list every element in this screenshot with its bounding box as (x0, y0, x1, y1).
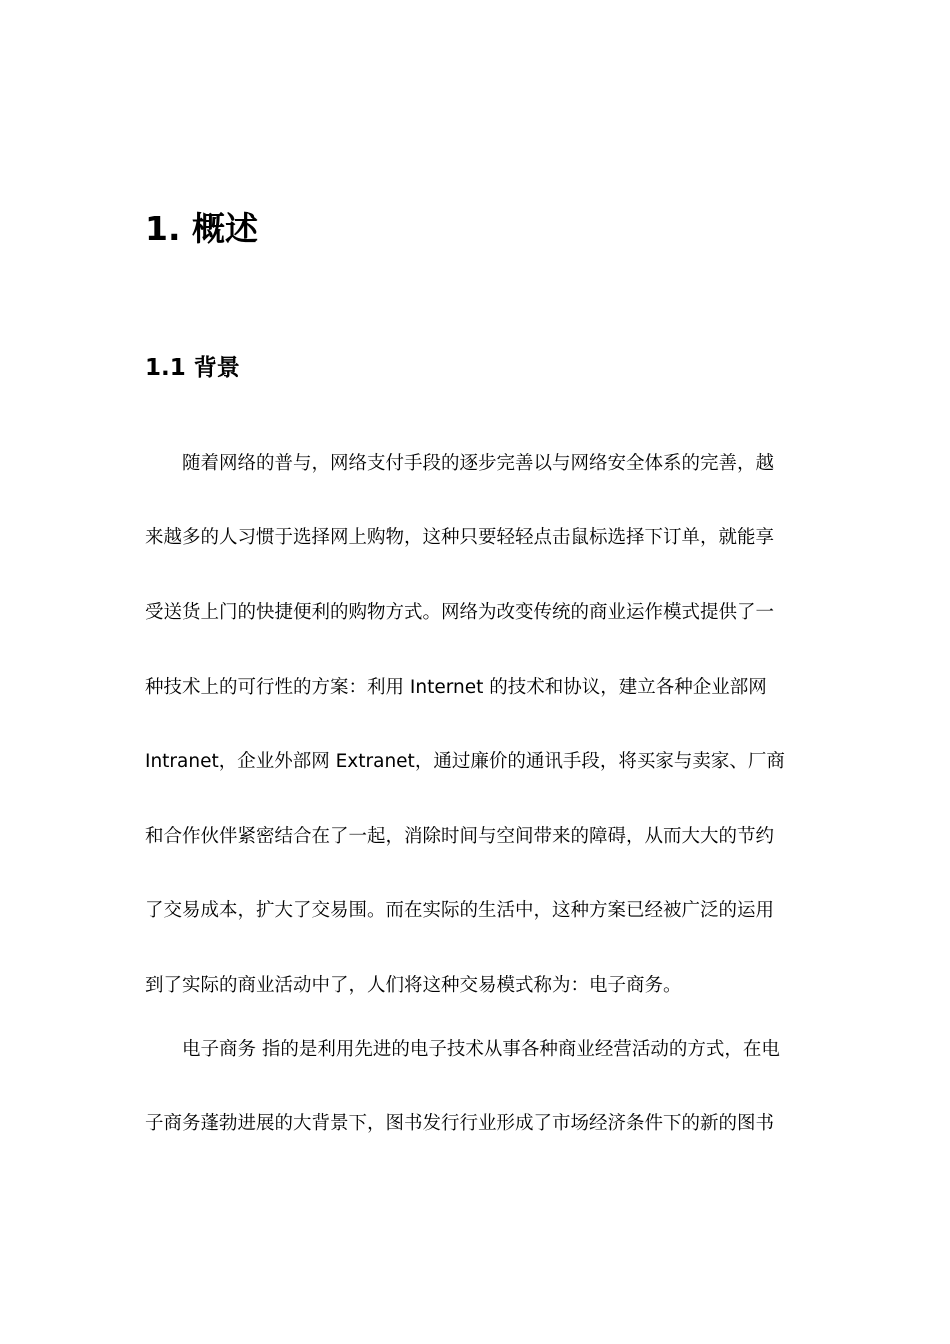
paragraph-line: 电子商务 指的是利用先进的电子技术从事各种商业经营活动的方式，在电 (182, 1039, 780, 1060)
paragraph-line: 受送货上门的快捷便利的购物方式。网络为改变传统的商业运作模式提供了一 (145, 602, 775, 623)
paragraph-line: 和合作伙伴紧密结合在了一起，消除时间与空间带来的障碍，从而大大的节约 (145, 826, 775, 847)
paragraph-line: 子商务蓬勃进展的大背景下，图书发行行业形成了市场经济条件下的新的图书 (145, 1113, 775, 1134)
paragraph-line: 来越多的人习惯于选择网上购物，这种只要轻轻点击鼠标选择下订单，就能享 (145, 527, 775, 548)
section-heading: 1.1 背景 (145, 355, 240, 381)
chapter-heading: 1. 概述 (145, 209, 258, 248)
paragraph-line: 了交易成本，扩大了交易围。而在实际的生活中，这种方案已经被广泛的运用 (145, 900, 775, 921)
paragraph-line: Intranet，企业外部网 Extranet，通过廉价的通讯手段，将买家与卖家、厂商 (145, 751, 785, 772)
paragraph-line: 到了实际的商业活动中了，人们将这种交易模式称为：电子商务。 (145, 975, 682, 996)
paragraph-line: 随着网络的普与，网络支付手段的逐步完善以与网络安全体系的完善，越 (182, 453, 775, 474)
paragraph-line: 种技术上的可行性的方案：利用 Internet 的技术和协议，建立各种企业部网 (145, 677, 767, 698)
